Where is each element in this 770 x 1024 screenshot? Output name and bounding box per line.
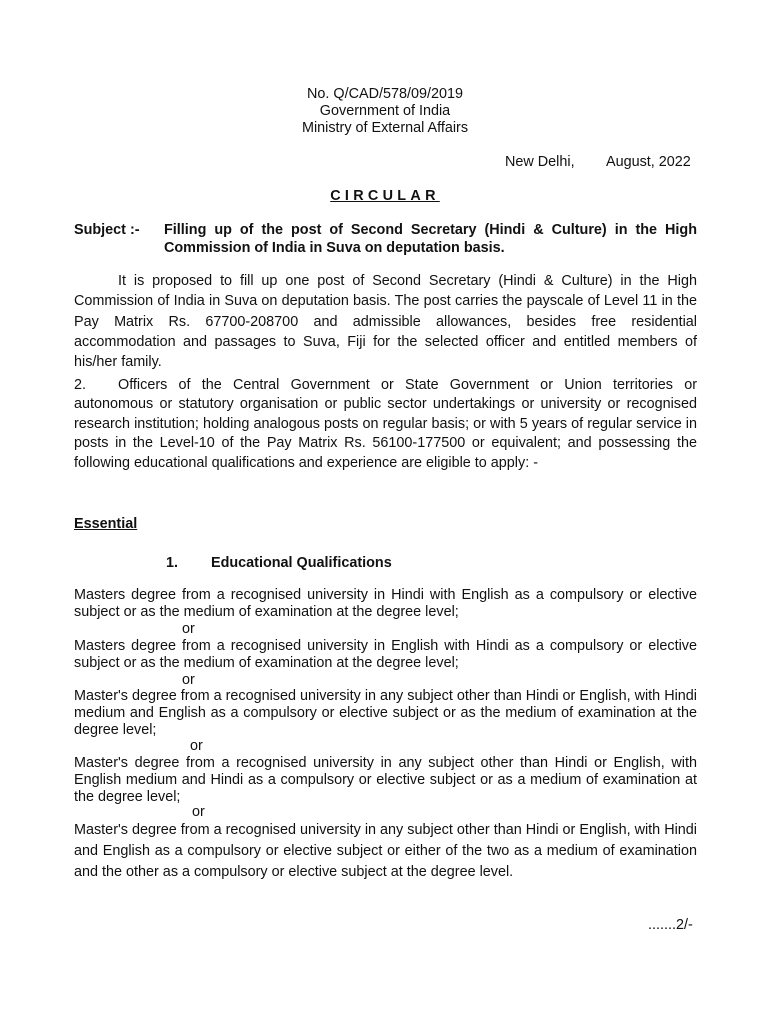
qualification-option-3: Master's degree from a recognised university in any subject other than Hindi or English, with Hindi medium and English as a compulsory or elective subject or as the medium of examination at the degree level; [74,688,697,738]
qualification-option-1: Masters degree from a recognised university in Hindi with English as a compulsory or elective subject or as the medium of examination at the degree level; [74,587,697,620]
subject-label: Subject :- [74,222,140,238]
qualification-title: Educational Qualifications [211,555,392,571]
place: New Delhi, [505,154,575,170]
government-name: Government of India [319,103,451,119]
or-connector: or [182,621,195,637]
paragraph-2-number: 2. [74,377,87,393]
paragraph-1: It is proposed to fill up one post of Second Secretary (Hindi & Culture) in the High Commission of India in Suva on deputation basis. The post carries the payscale of Level 11 in the Pay Matrix Rs. 67700-208700 and admissible allowances, besides free residential accommodation and passages to Suva, Fiji for the selected officer and entitled members of his/her family. [74,273,697,371]
or-connector: or [190,738,203,754]
paragraph-2 [74,376,697,473]
circular-title: CIRCULAR [330,188,440,204]
page-continuation: .......2/- [648,917,693,933]
essential-heading: Essential [74,516,138,532]
qualification-option-5: Master's degree from a recognised university in any subject other than Hindi or English, with Hindi and English as a compulsory or elective subject or either of the two as a medium of examination and the other as a compulsory or elective subject at the degree level. [74,822,697,880]
reference-number: No. Q/CAD/578/09/2019 [307,86,463,102]
paragraph-2-text: Officers of the Central Government or State Government or Union territories or autonomous or statutory organisation or public sector undertakings or university or recognised research institution; holding analogous posts on regular basis; or with 5 years of regular service in posts in the Level-10 of the Pay Matrix Rs. 56100-177500 or equivalent; and possessing the following educational qualifications and experience are eligible to apply: - [74,377,697,471]
or-connector: or [192,804,205,820]
qualification-option-2: Masters degree from a recognised university in English with Hindi as a compulsory or elective subject or as the medium of examination at the degree level; [74,638,697,671]
qualification-option-4: Master's degree from a recognised university in any subject other than Hindi or English, with English medium and Hindi as a compulsory or elective subject or as a medium of examination at the degree level; [74,755,697,805]
subject-text: Filling up of the post of Second Secretary (Hindi & Culture) in the High Commission of India in Suva on deputation basis. [164,222,697,256]
ministry-name: Ministry of External Affairs [301,120,469,136]
date: August, 2022 [606,154,691,170]
or-connector: or [182,672,195,688]
qualification-number: 1. [166,555,179,571]
